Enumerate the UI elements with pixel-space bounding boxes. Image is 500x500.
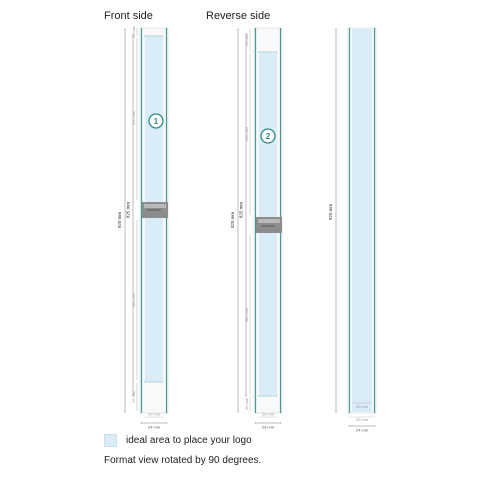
- reverse-inner-width-dim: 20 mm: [261, 411, 275, 417]
- reverse-sub-dim: 825 mm: [238, 201, 244, 219]
- reverse-bottom-margin-dim: 10 mm: [244, 397, 249, 411]
- front-lower-area-dim: 380 mm: [131, 292, 136, 308]
- reverse-lower-logo-area: [259, 233, 277, 396]
- front-sub-dim: 825 mm: [125, 201, 131, 219]
- full-strip: [348, 28, 376, 413]
- front-outer-width-dim: 24 mm: [147, 424, 161, 430]
- reverse-outer-width-dim: 24 mm: [261, 424, 275, 430]
- reverse-total-dim: 920 mm: [230, 211, 235, 229]
- rotation-note: Format view rotated by 90 degrees.: [104, 455, 262, 466]
- reverse-strip: [254, 28, 282, 413]
- legend-text: ideal area to place your logo: [126, 435, 252, 446]
- front-top-margin-dim: 50 mm: [131, 25, 136, 39]
- front-strip: [140, 28, 168, 413]
- reverse-marker-label: 2: [265, 132, 271, 141]
- full-total-dim: 920 mm: [328, 203, 333, 221]
- legend-swatch: [104, 434, 117, 447]
- front-marker-label: 1: [153, 117, 159, 126]
- front-upper-area-dim: 320 mm: [131, 110, 136, 126]
- reverse-upper-area-dim: 350 mm: [244, 126, 249, 142]
- reverse-top-margin-dim: 20 mm: [244, 33, 249, 47]
- front-inner-width-dim: 20 mm: [147, 411, 161, 417]
- full-inner-width-dim: 20 mm: [355, 404, 369, 409]
- front-side-title: Front side: [104, 10, 153, 22]
- front-lower-logo-area: [145, 218, 163, 382]
- full-inner-width-dim-2: 20 mm: [355, 417, 369, 422]
- full-outer-width-dim: 24 mm: [355, 427, 369, 433]
- reverse-lower-area-dim: 380 mm: [244, 307, 249, 323]
- full-logo-area: [352, 29, 372, 412]
- reverse-side-title: Reverse side: [206, 10, 271, 22]
- front-total-dim: 920 mm: [117, 211, 122, 229]
- front-bottom-margin-dim: 10 mm: [131, 390, 136, 404]
